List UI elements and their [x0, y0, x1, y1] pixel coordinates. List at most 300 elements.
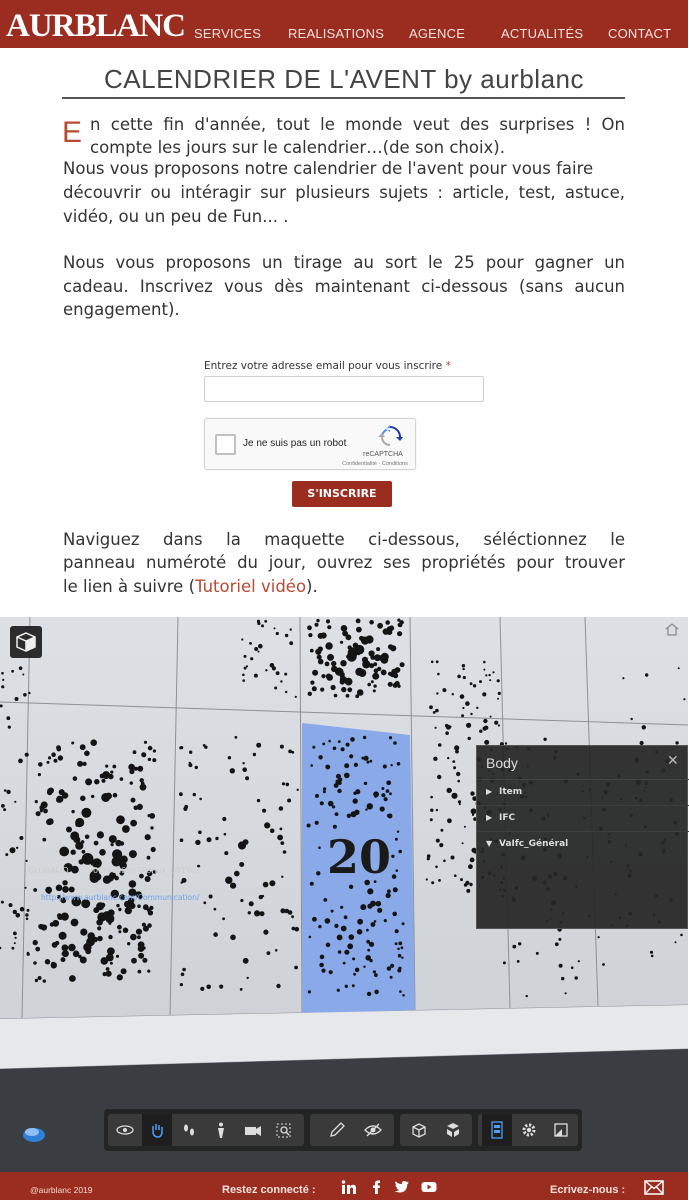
explode-button[interactable] [438, 1114, 468, 1146]
person-button[interactable] [206, 1114, 236, 1146]
recaptcha-brand: reCAPTCHA [363, 451, 403, 458]
perforation-dot [325, 918, 331, 924]
perforation-dot [346, 694, 350, 698]
model-browser-button[interactable] [482, 1114, 512, 1146]
perforation-dot [451, 793, 457, 799]
perforation-dot [260, 911, 265, 916]
perforation-dot [130, 781, 133, 784]
perforation-dot [344, 773, 350, 779]
perforation-dot [315, 649, 321, 655]
perforation-dot [84, 751, 90, 757]
perforation-dot [393, 887, 398, 892]
perforation-dot [323, 787, 326, 790]
perforation-dot [367, 904, 372, 909]
perforation-dot [377, 623, 383, 629]
prop-group-item[interactable]: ▶ Item [477, 780, 689, 806]
perforation-dot [678, 667, 680, 669]
perforation-dot [377, 908, 382, 913]
perforation-dot [318, 659, 324, 665]
perforation-dot [288, 750, 292, 754]
perforation-dot [349, 885, 353, 889]
perforation-dot [398, 942, 402, 946]
perforation-dot [280, 908, 285, 913]
bim-3d-viewer[interactable] [0, 617, 688, 1172]
mail-icon[interactable] [644, 1180, 664, 1195]
perforation-dot [454, 745, 459, 750]
property-dots: ... [28, 890, 36, 899]
linkedin-icon[interactable] [341, 1180, 357, 1194]
perforation-dot [436, 660, 439, 663]
tutorial-video-link[interactable]: Tutoriel vidéo [195, 577, 307, 596]
perforation-dot [369, 620, 374, 625]
perforation-dot [388, 814, 393, 819]
close-icon[interactable]: ✕ [667, 753, 679, 769]
perforation-dot [374, 920, 377, 923]
walk-button[interactable] [174, 1114, 204, 1146]
perforation-dot [497, 698, 499, 700]
perforation-dot [148, 910, 153, 915]
perforation-dot [245, 776, 249, 780]
perforation-dot [73, 951, 80, 958]
perforation-dot [46, 819, 52, 825]
perforation-dot [376, 647, 380, 651]
intro-line-5: vidéo, ou un peu de Fun... . [63, 207, 289, 226]
perforation-dot [315, 623, 319, 627]
perforation-dot [466, 889, 470, 893]
markup-button[interactable] [322, 1114, 352, 1146]
perforation-dot [373, 970, 376, 973]
perforation-dot [277, 835, 283, 841]
perforation-dot [75, 842, 83, 850]
perforation-dot [328, 740, 331, 743]
perforation-dot [14, 942, 16, 944]
perforation-dot [246, 665, 248, 667]
perforation-dot [195, 840, 200, 845]
view-cube-button[interactable] [10, 626, 42, 658]
perforation-dot [149, 906, 153, 910]
zoom-fit-button[interactable] [270, 1114, 300, 1146]
perforation-dot [105, 765, 108, 768]
perforation-dot [442, 688, 446, 692]
perforation-dot [297, 789, 299, 791]
property-value: 00r4cu65n7P8hux_U8TYcT [93, 866, 201, 875]
pan-button[interactable] [142, 1114, 172, 1146]
perforation-dot [79, 859, 84, 864]
perforation-dot [66, 827, 72, 833]
perforation-dot [320, 688, 324, 692]
perforation-dot [366, 940, 370, 944]
perforation-dot [254, 674, 258, 678]
youtube-icon[interactable] [421, 1180, 437, 1194]
perforation-dot [650, 951, 653, 954]
perforation-dot [363, 736, 366, 739]
perforation-dot [213, 932, 218, 937]
perforation-dot [494, 721, 498, 725]
perforation-dot [438, 879, 441, 882]
perforation-dot [312, 686, 317, 691]
section-tools [400, 1114, 472, 1146]
perforation-dot [318, 633, 324, 639]
perforation-dot [242, 679, 245, 682]
write-us-label: Ecrivez-nous : [550, 1184, 626, 1196]
perforation-dot [280, 680, 282, 682]
perforation-dot [136, 929, 142, 935]
perforation-dot [332, 805, 335, 808]
perforation-dot [483, 719, 487, 723]
perforation-dot [48, 756, 51, 759]
nav-text-line-1: Naviguez dans la maquette ci-dessous, séléctionnez le [63, 530, 625, 549]
perforation-dot [426, 878, 428, 880]
perforation-dot [207, 837, 212, 842]
perforation-dot [58, 755, 63, 760]
perforation-dot [431, 881, 434, 884]
perforation-dot [85, 948, 91, 954]
perforation-dot [115, 840, 121, 846]
perforation-dot [68, 944, 76, 952]
perforation-dot [460, 694, 465, 699]
perforation-dot [184, 805, 188, 809]
perforation-dot [51, 752, 56, 757]
perforation-dot [1, 672, 4, 675]
property-link[interactable]: http://www.aurblanc.com/Communication/ [41, 893, 200, 902]
perforation-dot [498, 692, 501, 695]
perforation-dot [369, 760, 372, 763]
perforation-dot [454, 874, 457, 877]
perforation-dot [367, 888, 373, 894]
perforation-dot [340, 660, 346, 666]
camera-button[interactable] [238, 1114, 268, 1146]
perforation-dot [631, 718, 633, 720]
perforation-dot [270, 663, 275, 668]
perforation-dot [558, 938, 561, 941]
zoom-icon [276, 1121, 294, 1139]
perforation-dot [137, 935, 141, 939]
perforation-dot [19, 836, 23, 840]
markup-icon [328, 1121, 346, 1139]
perforation-dot [280, 745, 284, 749]
perforation-dot [353, 973, 356, 976]
orbit-button[interactable] [110, 1114, 140, 1146]
perforation-dot [399, 990, 402, 993]
perforation-dot [144, 741, 147, 744]
perforation-dot [315, 794, 319, 798]
perforation-dot [476, 707, 478, 709]
perforation-dot [106, 954, 114, 962]
perforation-dot [100, 774, 105, 779]
perforation-dot [341, 687, 346, 692]
perforation-dot [151, 847, 156, 852]
perforation-dot [447, 788, 452, 793]
perforation-dot [199, 798, 202, 801]
perforation-dot [458, 800, 461, 803]
perforation-dot [490, 716, 492, 718]
perforation-dot [23, 693, 27, 697]
perforation-dot [470, 858, 475, 863]
perforation-dot [101, 779, 105, 783]
perforation-dot [145, 876, 151, 882]
perforation-dot [308, 692, 312, 696]
perforation-dot [291, 751, 294, 754]
perforation-dot [94, 841, 99, 846]
perforation-dot [36, 811, 41, 816]
perforation-dot [182, 968, 186, 972]
perforation-dot [22, 674, 24, 676]
perforation-dot [675, 941, 677, 943]
perforation-dot [62, 886, 69, 893]
perforation-dot [340, 641, 343, 644]
perforation-dot [468, 864, 473, 869]
perforation-dot [1, 901, 4, 904]
perforation-dot [62, 950, 69, 957]
perforation-dot [110, 962, 113, 965]
home-icon[interactable] [664, 622, 680, 636]
perforation-dot [460, 878, 463, 881]
perforation-dot [294, 966, 298, 970]
perforation-dot [387, 889, 391, 893]
perforation-dot [280, 828, 283, 831]
perforation-dot [47, 788, 52, 793]
perforation-dot [325, 765, 328, 768]
perforation-dot [683, 698, 685, 700]
perforation-dot [281, 876, 283, 878]
perforation-dot [131, 958, 137, 964]
fullscreen-button[interactable] [546, 1114, 576, 1146]
perforation-dot [374, 668, 379, 673]
perforation-dot [390, 976, 393, 979]
recaptcha-links[interactable]: Confidentialité - Conditions [342, 461, 408, 467]
perforation-dot [24, 887, 26, 889]
perforation-dot [18, 759, 23, 764]
perforation-dot [137, 904, 141, 908]
perforation-dot [397, 631, 402, 636]
perforation-dot [291, 915, 294, 918]
perforation-dot [286, 783, 290, 787]
perforation-dot [215, 837, 218, 840]
perforation-dot [62, 792, 68, 798]
perforation-dot [373, 684, 376, 687]
twitter-icon[interactable] [394, 1180, 410, 1194]
perforation-dot [361, 757, 364, 760]
intro-line-3: Nous vous proposons notre calendrier de l'avent pour vous faire [63, 159, 594, 178]
perforation-dot [381, 787, 384, 790]
camera-icon [244, 1121, 262, 1139]
perforation-dot [35, 800, 38, 803]
perforation-dot [320, 801, 324, 805]
perforation-dot [473, 684, 476, 687]
perforation-dot [61, 957, 66, 962]
settings-button[interactable] [514, 1114, 544, 1146]
nav-contact[interactable]: CONTACT [608, 26, 672, 41]
perforation-dot [241, 638, 243, 640]
perforation-dot [145, 834, 151, 840]
intro-line-1: n cette fin d'année, tout le monde veut des surprises ! On [90, 115, 625, 134]
perforation-dot [9, 903, 13, 907]
perforation-dot [15, 697, 19, 701]
perforation-dot [318, 846, 321, 849]
explode-icon [444, 1121, 462, 1139]
perforation-dot [357, 919, 363, 925]
perforation-dot [326, 674, 333, 681]
perforation-dot [138, 953, 144, 959]
perforation-dot [344, 950, 349, 955]
perforation-dot [83, 762, 87, 766]
perforation-dot [470, 791, 474, 795]
collapse-arrow-icon: ▼ [486, 839, 493, 848]
perforation-dot [363, 966, 365, 968]
perforation-dot [335, 812, 339, 816]
perforation-dot [395, 929, 399, 933]
perforation-dot [100, 903, 105, 908]
perforation-dot [238, 841, 246, 849]
perforation-dot [85, 778, 92, 785]
perforation-dot [456, 772, 460, 776]
nav-realisations[interactable]: REALISATIONS [288, 26, 385, 41]
perforation-dot [503, 961, 506, 964]
perforation-dot [69, 975, 76, 982]
perforation-dot [367, 803, 373, 809]
perforation-dot [230, 935, 236, 941]
perforation-dot [222, 817, 226, 821]
perforation-dot [381, 656, 389, 664]
perforation-dot [356, 627, 362, 633]
perforation-dot [443, 860, 446, 863]
perforation-dot [80, 929, 87, 936]
perforation-dot [26, 860, 28, 862]
perforation-dot [292, 927, 296, 931]
settings-tools [478, 1114, 578, 1146]
perforation-dot [315, 821, 319, 825]
section-button[interactable] [404, 1114, 434, 1146]
perforation-dot [280, 841, 284, 845]
perforation-dot [249, 642, 252, 645]
hide-button[interactable] [358, 1114, 388, 1146]
perforation-dot [312, 670, 318, 676]
prop-group-ifc[interactable]: ▶ IFC [477, 806, 689, 832]
perforation-dot [555, 942, 559, 946]
perforation-dot [219, 985, 223, 989]
perforation-dot [479, 680, 482, 683]
perforation-dot [121, 968, 127, 974]
perforation-dot [75, 823, 79, 827]
perforation-dot [38, 773, 41, 776]
perforation-dot [249, 901, 254, 906]
perforation-dot [228, 756, 231, 759]
perforation-dot [381, 793, 385, 797]
prop-group-general[interactable]: ▼ VaIfc_Général [486, 839, 569, 849]
perforation-dot [398, 954, 402, 958]
perforation-dot [51, 962, 57, 968]
perforation-dot [352, 957, 355, 960]
title-divider [62, 97, 625, 99]
perforation-dot [445, 731, 449, 735]
perforation-dot [234, 871, 240, 877]
perforation-dot [73, 776, 78, 781]
perforation-dot [128, 764, 135, 771]
perforation-dot [338, 950, 342, 954]
perforation-dot [353, 643, 359, 649]
perforation-dot [489, 679, 491, 681]
perforation-dot [133, 750, 137, 754]
perforation-dot [318, 925, 321, 928]
perforation-dot [455, 750, 459, 754]
perforation-dot [470, 682, 473, 685]
email-input[interactable] [204, 376, 484, 402]
perforation-dot [130, 820, 137, 827]
perforation-dot [457, 675, 461, 679]
perforation-dot [108, 922, 111, 925]
aurblanc-logo[interactable] [6, 8, 186, 44]
pan-icon [148, 1121, 166, 1139]
perforation-dot [452, 693, 454, 695]
perforation-dot [338, 781, 342, 785]
perforation-dot [107, 913, 111, 917]
perforation-dot [398, 623, 403, 628]
perforation-dot [1, 685, 4, 688]
perforation-dot [347, 652, 357, 662]
perforation-dot [485, 674, 487, 676]
recaptcha-checkbox[interactable] [215, 434, 236, 455]
perforation-dot [354, 810, 359, 815]
nav-services[interactable]: SERVICES [194, 26, 262, 41]
perforation-dot [307, 824, 311, 828]
perforation-dot [651, 955, 654, 958]
intro-line-4: découvrir ou intéragir sur plusieurs sujets : article, test, astuce, [63, 183, 625, 202]
perforation-dot [235, 736, 238, 739]
perforation-dot [27, 952, 30, 955]
perforation-dot [466, 723, 471, 728]
perforation-dot [400, 662, 405, 667]
perforation-dot [107, 875, 114, 882]
perforation-dot [453, 766, 456, 769]
perforation-dot [130, 934, 137, 941]
perforation-dot [369, 959, 372, 962]
perforation-dot [308, 990, 311, 993]
perforation-dot [38, 762, 43, 767]
recaptcha-icon [377, 425, 403, 449]
perforation-dot [483, 661, 486, 664]
perforation-dot [401, 946, 404, 949]
perforation-dot [97, 936, 103, 942]
perforation-dot [308, 633, 312, 637]
nav-actualites[interactable]: ACTUALITÉS [501, 26, 584, 41]
perforation-dot [316, 619, 319, 622]
perforation-dot [11, 670, 14, 673]
perforation-dot [353, 798, 358, 803]
perforation-dot [3, 808, 6, 811]
perforation-dot [263, 882, 269, 888]
perforation-dot [575, 976, 578, 979]
perforation-dot [331, 910, 334, 913]
perforation-dot [90, 739, 97, 746]
perforation-dot [462, 668, 464, 670]
perforation-dot [436, 692, 438, 694]
perforation-dot [275, 949, 278, 952]
perforation-dot [367, 992, 371, 996]
perforation-dot [189, 762, 191, 764]
perforation-dot [149, 813, 155, 819]
subscribe-button[interactable]: S'INSCRIRE [292, 481, 392, 507]
perforation-dot [122, 825, 130, 833]
facebook-icon[interactable] [368, 1180, 384, 1194]
perforation-dot [242, 674, 245, 677]
nav-agence[interactable]: AGENCE [409, 26, 466, 41]
perforation-dot [153, 749, 156, 752]
perforation-dot [518, 942, 521, 945]
perforation-dot [347, 687, 352, 692]
perforation-dot [462, 707, 464, 709]
perforation-dot [247, 977, 249, 979]
perforation-dot [198, 831, 202, 835]
